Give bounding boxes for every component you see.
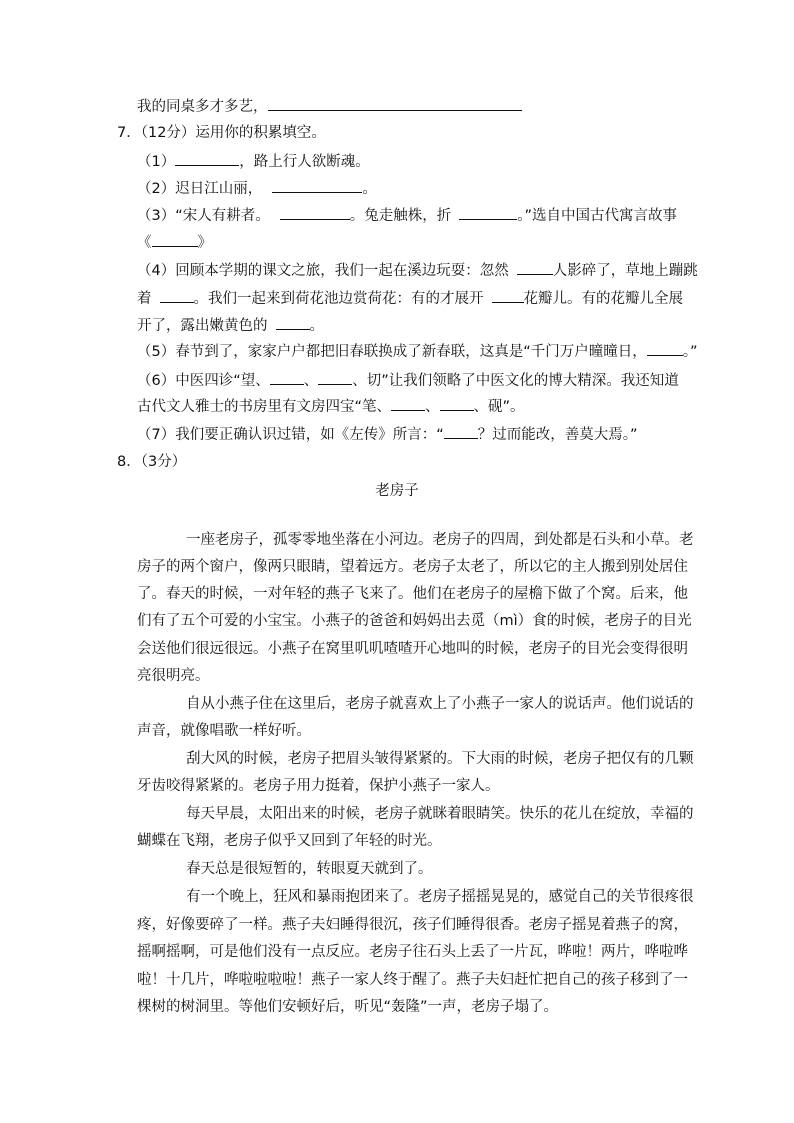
answer-blank[interactable] xyxy=(444,424,478,439)
answer-blank[interactable] xyxy=(517,260,553,275)
q7-item-6-l1a: （6）中医四诊“望、 xyxy=(137,373,270,389)
q7-item-2-post: 。 xyxy=(362,181,377,197)
q7-item-1-pre: （1） xyxy=(137,154,176,170)
answer-blank[interactable] xyxy=(459,205,517,220)
answer-blank[interactable] xyxy=(152,232,198,247)
q7-item-6-line2 xyxy=(137,396,525,417)
answer-blank[interactable] xyxy=(276,315,310,330)
q8-heading: 8．（3分） xyxy=(117,454,187,470)
q7-item-4-l1a: （4）回顾本学期的课文之旅，我们一起在溪边玩耍：忽然 xyxy=(137,263,509,279)
q7-item-5 xyxy=(137,341,698,362)
q7-item-6-l2a: 古代文人雅士的书房里有文房四宝“笔、 xyxy=(137,399,392,415)
answer-blank[interactable] xyxy=(268,96,522,111)
q6-tail-line xyxy=(137,96,522,117)
q7-item-3-c: 。”选自中国古代寓言故事 xyxy=(517,208,678,224)
passage-line: 牙齿咬得紧紧的。老房子用力挺着，保护小燕子一家人。 xyxy=(137,778,500,794)
answer-blank[interactable] xyxy=(175,151,239,166)
answer-blank[interactable] xyxy=(160,288,194,303)
q7-item-4-l1b: 人影碎了，草地上蹦跳 xyxy=(552,263,698,279)
answer-blank[interactable] xyxy=(492,288,524,303)
q7-item-3-d2: 》 xyxy=(197,235,212,251)
q7-item-1 xyxy=(137,151,370,172)
passage-line: 一座老房子，孤零零地坐落在小河边。老房子的四周，到处都是石头和小草。老 xyxy=(186,532,694,548)
q7-item-3-d1: 《 xyxy=(137,235,152,251)
q7-item-4-line1 xyxy=(137,260,698,281)
q7-item-3-b: 。兔走触株，折 xyxy=(349,208,452,224)
answer-blank[interactable] xyxy=(272,178,362,193)
passage-line: 刮大风的时候，老房子把眉头皱得紧紧的。下大雨的时候，老房子把仅有的几颗 xyxy=(186,751,694,767)
q7-item-4-l2a: 着 xyxy=(137,291,152,307)
q7-item-7-b: ？过而能改，善莫大焉。” xyxy=(477,427,638,443)
q7-item-4-line2 xyxy=(137,288,683,309)
passage-line: 声音，就像唱歌一样好听。 xyxy=(137,723,311,739)
q7-item-3-line1 xyxy=(137,205,677,226)
q7-item-3-a: （3）“宋人有耕者。 xyxy=(137,208,270,224)
passage-line: 摇啊摇啊，可是他们没有一点反应。老房子往石头上丢了一片瓦，哗啦！两片，哗啦哗 xyxy=(137,944,688,960)
q7-item-5-a: （5）春节到了，家家户户都把旧春联换成了新春联，这真是“千门万户曈曈日， xyxy=(137,344,647,360)
passage-line: 会送他们很远很远。小燕子在窝里叽叽喳喳开心地叫的时候，老房子的目光会变得很明 xyxy=(137,641,688,657)
q7-item-7-a: （7）我们要正确认识过错，如《左传》所言：“ xyxy=(137,427,444,443)
answer-blank[interactable] xyxy=(647,341,683,356)
passage-line: 亮很明亮。 xyxy=(137,668,210,684)
q6-tail-text: 我的同桌多才多艺， xyxy=(137,99,268,115)
answer-blank[interactable] xyxy=(270,370,304,385)
q7-item-4-line3 xyxy=(137,315,324,336)
passage-title: 老房子 xyxy=(375,483,419,499)
q7-item-6-l1c: 、切”让我们领略了中医文化的博大精深。我还知道 xyxy=(352,373,679,389)
q7-item-4-l2b: 。我们一起来到荷花池边赏荷花：有的才展开 xyxy=(193,291,484,307)
answer-blank[interactable] xyxy=(280,205,350,220)
q7-item-4-l3b: 。 xyxy=(309,318,324,334)
passage-line: 棵树的树洞里。等他们安顿好后，听见“轰隆”一声，老房子塌了。 xyxy=(137,999,559,1015)
passage-line: 疼，好像要碎了一样。燕子夫妇睡得很沉，孩子们睡得很香。老房子摇晃着燕子的窝， xyxy=(137,917,688,933)
q7-item-2 xyxy=(137,178,377,199)
q7-item-4-l3a: 开了，露出嫩黄色的 xyxy=(137,318,268,334)
q7-heading: 7．（12分）运用你的积累填空。 xyxy=(117,125,326,141)
passage-line: 了。春天的时候，一对年轻的燕子飞来了。他们在老房子的屋檐下做了个窝。后来，他 xyxy=(137,586,688,602)
passage-line: 啦！十几片，哗啦啦啦啦！燕子一家人终于醒了。燕子夫妇赶忙把自己的孩子移到了一 xyxy=(137,972,688,988)
passage-line: 春天总是很短暂的，转眼夏天就到了。 xyxy=(186,861,433,877)
answer-blank[interactable] xyxy=(318,370,352,385)
passage-line: 自从小燕子住在这里后，老房子就喜欢上了小燕子一家人的说话声。他们说话的 xyxy=(186,696,694,712)
passage-line: 每天早晨，太阳出来的时候，老房子就眯着眼睛笑。快乐的花儿在绽放，幸福的 xyxy=(186,806,694,822)
passage-line: 们有了五个可爱的小宝宝。小燕子的爸爸和妈妈出去觅（mì）食的时候，老房子的目光 xyxy=(137,613,692,629)
q7-item-1-post: ，路上行人欲断魂。 xyxy=(239,154,370,170)
q7-item-6-line1 xyxy=(137,370,679,391)
q7-item-6-l1b: 、 xyxy=(303,373,319,389)
q7-item-4-l2c: 花瓣儿。有的花瓣儿全展 xyxy=(523,291,683,307)
q7-item-6-l2b: 、 xyxy=(425,399,440,415)
q7-item-3-line2 xyxy=(137,232,212,253)
passage-line: 房子的两个窗户，像两只眼睛，望着远方。老房子太老了，所以它的主人搬到别处居住 xyxy=(137,559,688,575)
answer-blank[interactable] xyxy=(391,396,425,411)
answer-blank[interactable] xyxy=(440,396,474,411)
q7-item-7 xyxy=(137,424,638,445)
passage-line: 有一个晚上，狂风和暴雨抱团来了。老房子摇摇晃晃的，感觉自己的关节很疼很 xyxy=(186,889,694,905)
q7-item-6-l2c: 、砚”。 xyxy=(473,399,525,415)
q7-item-2-pre: （2）迟日江山丽， xyxy=(137,181,263,197)
passage-line: 蝴蝶在飞翔，老房子似乎又回到了年轻的时光。 xyxy=(137,833,442,849)
q7-item-5-b: 。” xyxy=(682,344,698,360)
